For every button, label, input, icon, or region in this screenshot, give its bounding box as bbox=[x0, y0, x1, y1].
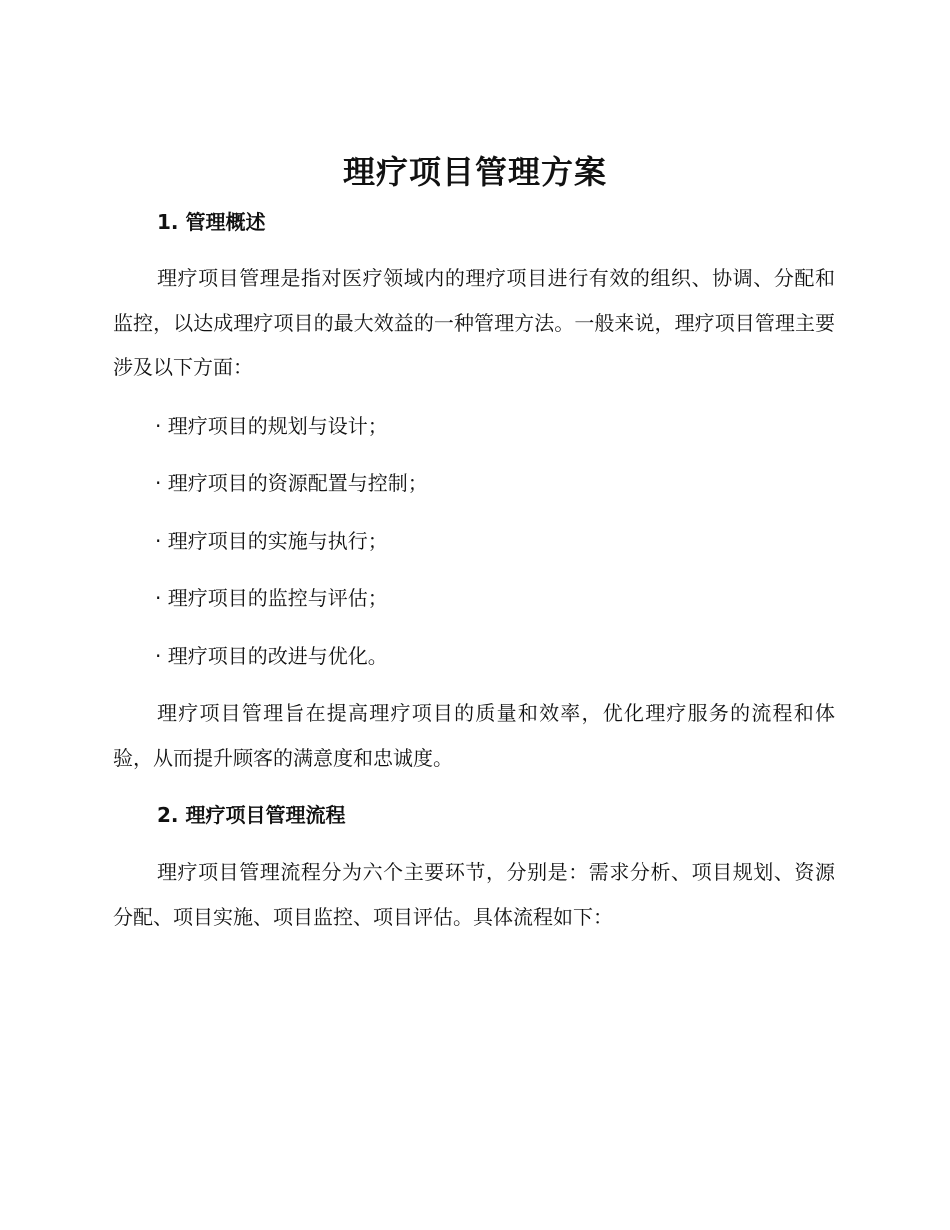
section-2-body-paragraph: 理疗项目管理流程分为六个主要环节，分别是：需求分析、项目规划、资源分配、项目实施、项目监控、项目评估。具体流程如下： bbox=[113, 860, 835, 929]
section-1-intro-paragraph: 理疗项目管理是指对医疗领域内的理疗项目进行有效的组织、协调、分配和监控，以达成理疗项目的最大效益的一种管理方法。一般来说，理疗项目管理主要涉及以下方面： bbox=[113, 266, 835, 379]
bullet-item-resources: · 理疗项目的资源配置与控制； bbox=[155, 471, 428, 495]
bullet-item-improvement: · 理疗项目的改进与优化。 bbox=[155, 644, 388, 668]
section-1-summary-paragraph: 理疗项目管理旨在提高理疗项目的质量和效率，优化理疗服务的流程和体验，从而提升顾客的满意度和忠诚度。 bbox=[113, 701, 835, 770]
bullet-item-planning: · 理疗项目的规划与设计； bbox=[155, 414, 388, 438]
bullet-item-implementation: · 理疗项目的实施与执行； bbox=[155, 529, 388, 553]
section-2-heading: 2. 理疗项目管理流程 bbox=[157, 803, 346, 827]
document-title: 理疗项目管理方案 bbox=[342, 153, 607, 191]
bullet-item-monitoring: · 理疗项目的监控与评估； bbox=[155, 586, 388, 610]
section-1-heading: 1. 管理概述 bbox=[157, 210, 266, 234]
